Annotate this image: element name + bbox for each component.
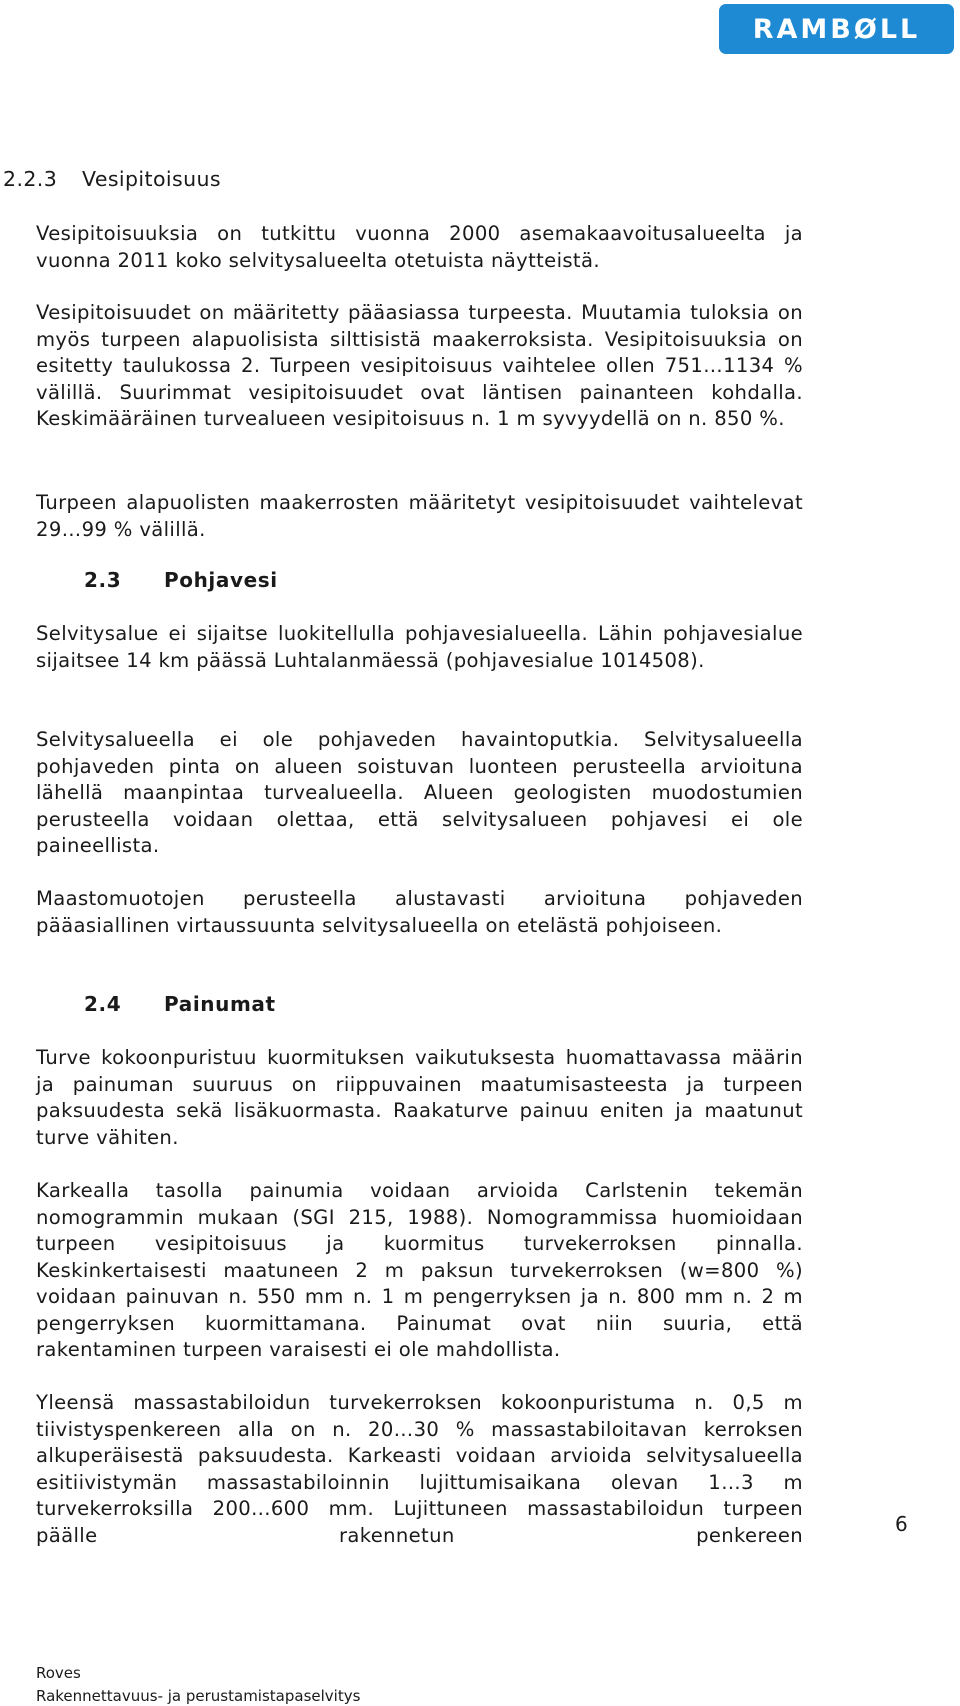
section-title: Painumat (164, 992, 276, 1016)
section-number: 2.4 (84, 992, 122, 1016)
section-title: Vesipitoisuus (82, 167, 221, 191)
paragraph: Karkealla tasolla painumia voidaan arvioida Carlstenin tekemän nomogrammin mukaan (SGI 215, 1988). Nomogrammissa huomioidaan turpeen vesipitoisuus ja kuormitus turvekerroksen pinnalla. Keskinkertaisesti maatuneen 2 m paksun turvekerroksen (w=800 %) voidaan painuvan n. 550 mm n. 1 m pengerryksen ja n. 800 mm n. 2 m pengerryksen kuormittamana. Painumat ovat niin suuria, että rakentaminen turpeen varaisesti ei ole mahdollista. (36, 1179, 803, 1361)
section-number: 2.2.3 (3, 167, 58, 191)
paragraph: Selvitysalueella ei ole pohjaveden havaintoputkia. Selvitysalueella pohjaveden pinta on alueen soistuvan luonteen perusteella arvioituna lähellä maanpintaa turvealueella. Alueen geologisten muodostumien perusteella voidaan olettaa, että selvitysalueen pohjavesi ei ole paineellista. (36, 728, 803, 857)
section-heading-2-3 (84, 568, 278, 592)
footer-project: Roves (36, 1664, 81, 1682)
section-heading-2-2-3 (3, 167, 221, 191)
paragraph: Yleensä massastabiloidun turvekerroksen kokoonpuristuma n. 0,5 m tiivistyspenkereen alla on n. 20…30 % massastabiloitavan kerroksen alkuperäisestä paksuudesta. Karkeasti voidaan arvioida selvitysalueella esitiivistymän massastabiloinnin lujittumisaikana olevan 1…3 m turvekerroksilla 200...600 mm. Lujittuneen massastabiloidun turpeen päälle rakennetun penkereen (36, 1391, 803, 1547)
paragraph: Vesipitoisuuksia on tutkittu vuonna 2000 asemakaavoitusalueelta ja vuonna 2011 koko selvitysalueelta otetuista näytteistä. (36, 222, 803, 272)
paragraph: Turpeen alapuolisten maakerrosten määritetyt vesipitoisuudet vaihtelevat 29…99 % välillä. (36, 491, 803, 541)
footer-title: Rakennettavuus- ja perustamistapaselvitys (36, 1687, 361, 1705)
paragraph: Turve kokoonpuristuu kuormituksen vaikutuksesta huomattavassa määrin ja painuman suuruus on riippuvainen maatumisasteesta ja turpeen paksuudesta sekä lisäkuormasta. Raakaturve painuu eniten ja maatunut turve vähiten. (36, 1046, 803, 1149)
section-number: 2.3 (84, 568, 122, 592)
paragraph: Vesipitoisuudet on määritetty pääasiassa turpeesta. Muutamia tuloksia on myös turpeen alapuolisista silttisistä maakerroksista. Vesipitoisuuksia on esitetty taulukossa 2. Turpeen vesipitoisuus vaihtelee ollen 751…1134 % välillä. Suurimmat vesipitoisuudet ovat läntisen painanteen kohdalla. Keskimääräinen turvealueen vesipitoisuus n. 1 m syvyydellä on n. 850 %. (36, 301, 803, 430)
paragraph: Maastomuotojen perusteella alustavasti arvioituna pohjaveden pääasiallinen virtaussuunta selvitysalueella on etelästä pohjoiseen. (36, 887, 803, 937)
section-heading-2-4 (84, 992, 276, 1016)
paragraph: Selvitysalue ei sijaitse luokitellulla pohjavesialueella. Lähin pohjavesialue sijaitsee 14 km päässä Luhtalanmäessä (pohjavesialue 1014508). (36, 622, 803, 672)
ramboll-logo: RAMBØLL (719, 4, 954, 54)
section-title: Pohjavesi (164, 568, 278, 592)
page-number: 6 (895, 1512, 908, 1536)
